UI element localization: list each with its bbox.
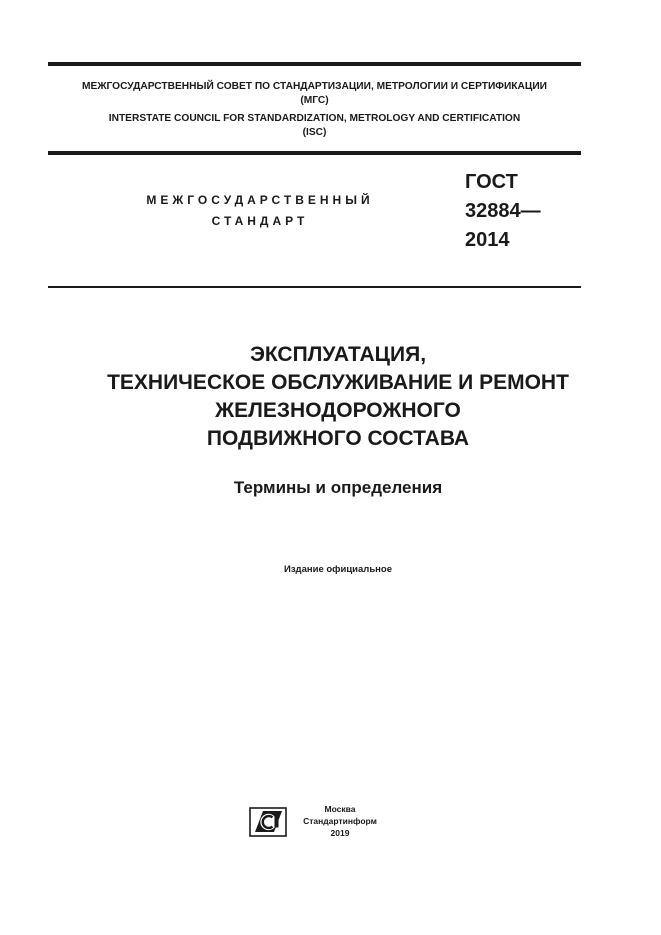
standard-kind-line1: МЕЖГОСУДАРСТВЕННЫЙ <box>146 193 374 207</box>
council-name-ru <box>48 80 581 108</box>
designation-year: 2014 <box>465 229 510 251</box>
standard-kind-line2: СТАНДАРТ <box>211 214 309 228</box>
title-line: ТЕХНИЧЕСКОЕ ОБСЛУЖИВАНИЕ И РЕМОНТ <box>107 371 569 394</box>
standard-designation <box>465 168 541 255</box>
edition-note: Издание официальное <box>284 564 392 575</box>
lower-divider <box>48 286 581 288</box>
council-name-en-line: INTERSTATE COUNCIL FOR STANDARDIZATION, METROLOGY AND CERTIFICATION <box>108 113 521 124</box>
standartinform-logo-icon <box>249 807 287 837</box>
document-subtitle: Термины и определения <box>233 478 443 497</box>
title-line: ЭКСПЛУАТАЦИЯ, <box>249 343 427 366</box>
designation-number: 32884— <box>465 200 541 222</box>
council-name-ru-line: МЕЖГОСУДАРСТВЕННЫЙ СОВЕТ ПО СТАНДАРТИЗАЦИИ, МЕТРОЛОГИИ И СЕРТИФИКАЦИИ <box>82 81 547 92</box>
council-abbr-ru: (МГС) <box>300 95 329 106</box>
publisher-year: 2019 <box>330 828 350 838</box>
middle-divider <box>48 151 581 155</box>
publisher-name: Стандартинформ <box>303 816 377 826</box>
title-line: ПОДВИЖНОГО СОСТАВА <box>206 427 470 450</box>
publisher-imprint <box>300 803 380 839</box>
title-line: ЖЕЛЕЗНОДОРОЖНОГО <box>215 399 461 422</box>
council-name-en <box>48 112 581 140</box>
council-abbr-en: (ISC) <box>302 127 327 138</box>
publisher-city: Москва <box>324 804 356 814</box>
designation-prefix: ГОСТ <box>465 171 518 193</box>
standard-kind <box>100 190 420 232</box>
top-divider <box>48 62 581 66</box>
document-title <box>48 341 628 453</box>
